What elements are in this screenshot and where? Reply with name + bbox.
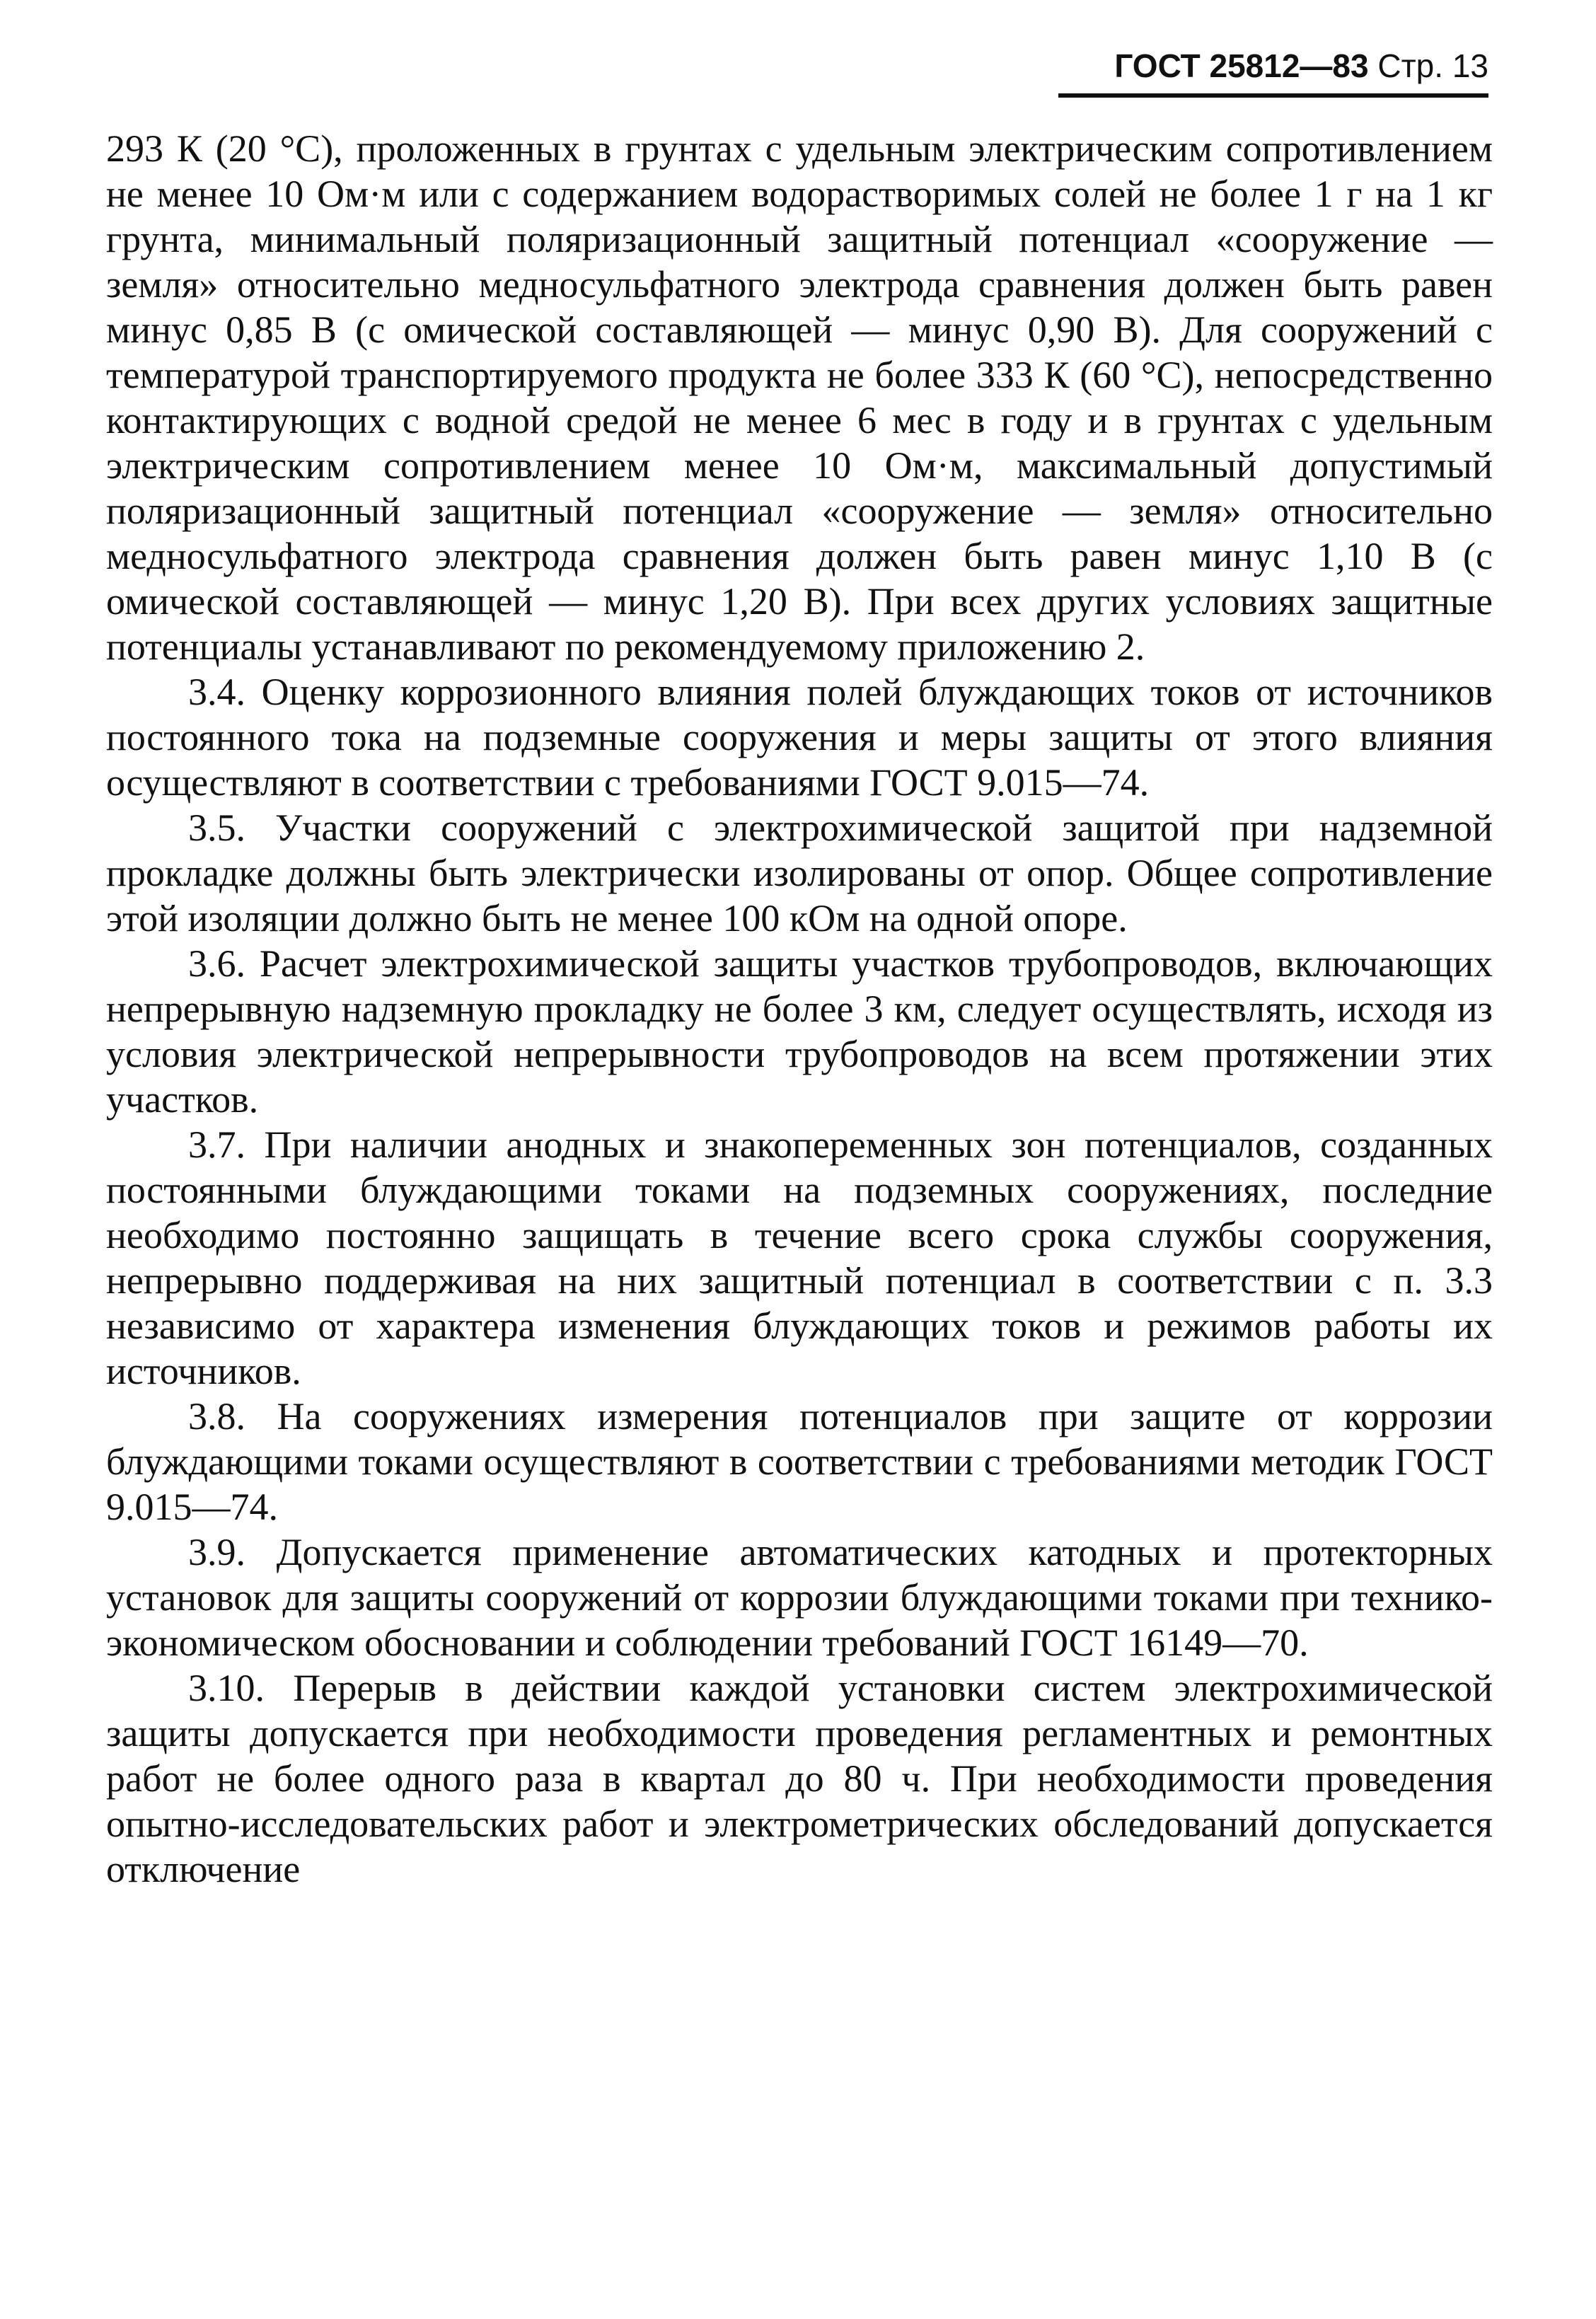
body-text <box>106 126 1493 1892</box>
page-number: Стр. 13 <box>1377 47 1488 84</box>
paragraph-3-8: 3.8. На сооружениях измерения потенциалов при защите от коррозии блуждающими токами осуществляют в соответствии с требованиями методик ГОСТ 9.015—74. <box>106 1395 1493 1528</box>
page-header <box>1058 41 1488 91</box>
paragraph-3-4: 3.4. Оценку коррозионного влияния полей блуждающих токов от источников постоянного тока на подземные сооружения и меры защиты от этого влияния осуществляют в соответствии с требованиями ГОСТ 9.015—74. <box>106 671 1493 804</box>
standard-code: ГОСТ 25812—83 <box>1114 47 1369 84</box>
paragraph-continuation-3-3: 293 К (20 °С), проложенных в грунтах с удельным электрическим сопротивлением не менее 10 Ом·м или с содержанием водорастворимых солей не более 1 г на 1 кг грунта, минимальный поляризационный защитный потенциал «сооружение — земля» относительно медносульфатного электрода сравнения должен быть равен минус 0,85 В (с омической составляющей — минус 0,90 В). Для сооружений с температурой транспортируемого продукта не более 333 К (60 °С), непосредственно контактирующих с водной средой не менее 6 мес в году и в грунтах с удельным электрическим сопротивлением менее 10 Ом·м, максимальный допустимый поляризационный защитный потенциал «сооружение — земля» относительно медносульфатного электрода сравнения должен быть равен минус 1,10 В (с омической составляющей — минус 1,20 В). При всех других условиях защитные потенциалы устанавливают по рекомендуемому приложению 2. <box>106 127 1493 668</box>
paragraph-3-7: 3.7. При наличии анодных и знакопеременных зон потенциалов, созданных постоянными блуждающими токами на подземных сооружениях, последние необходимо постоянно защищать в течение всего срока службы сооружения, непрерывно поддерживая на них защитный потенциал в соответствии с п. 3.3 независимо от характера изменения блуждающих токов и режимов работы их источников. <box>106 1123 1493 1392</box>
header-rule <box>1058 93 1488 98</box>
paragraph-3-6: 3.6. Расчет электрохимической защиты участков трубопроводов, включающих непрерывную надземную прокладку не более 3 км, следует осуществлять, исходя из условия электрической непрерывности трубопроводов на всем протяжении этих участков. <box>106 942 1493 1121</box>
paragraph-3-9: 3.9. Допускается применение автоматических катодных и протекторных установок для защиты сооружений от коррозии блуждающими токами при технико-экономическом обосновании и соблюдении требований ГОСТ 16149—70. <box>106 1531 1493 1664</box>
paragraph-3-10: 3.10. Перерыв в действии каждой установки систем электрохимической защиты допускается при необходимости проведения регламентных и ремонтных работ не более одного раза в квартал до 80 ч. При необходимости проведения опытно-исследовательских работ и электрометрических обследований допускается отключение <box>106 1667 1493 1890</box>
paragraph-3-5: 3.5. Участки сооружений с электрохимической защитой при надземной прокладке должны быть электрически изолированы от опор. Общее сопротивление этой изоляции должно быть не менее 100 кОм на одной опоре. <box>106 806 1493 939</box>
